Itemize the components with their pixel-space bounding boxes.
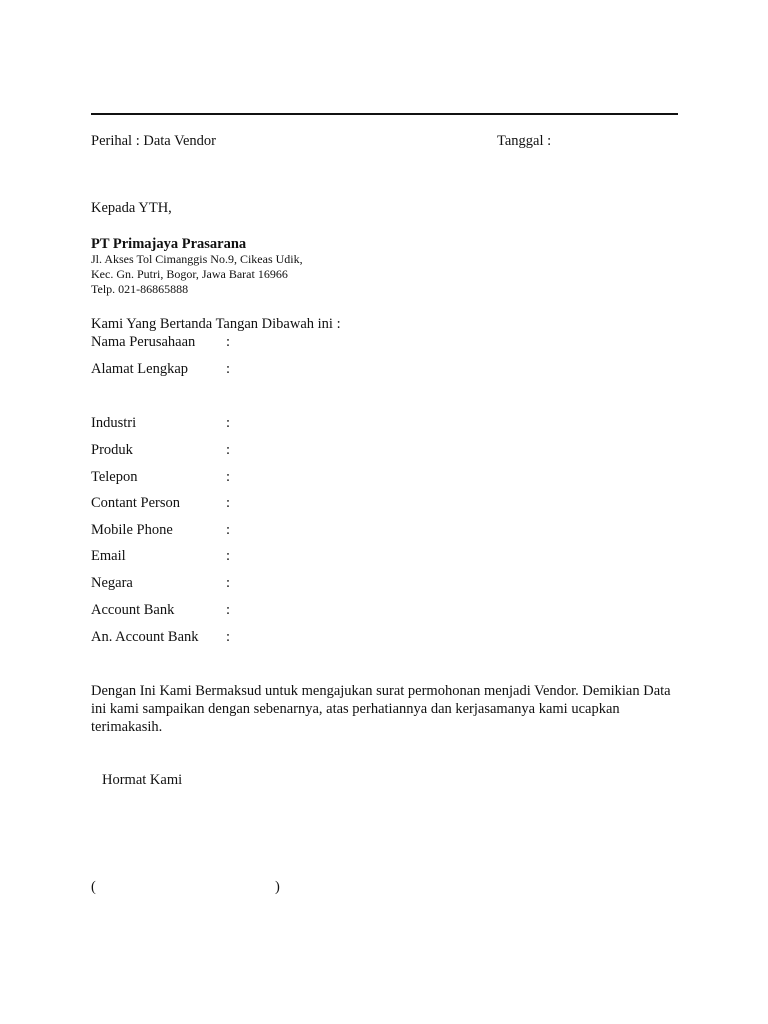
field-colon: : xyxy=(226,415,231,431)
top-divider xyxy=(91,113,678,115)
field-label-contact-person: Contant Person xyxy=(91,495,181,511)
field-label-produk: Produk xyxy=(91,442,133,458)
field-label-telepon: Telepon xyxy=(91,469,138,485)
field-colon: : xyxy=(226,602,231,618)
recipient-phone: Telp. 021-86865888 xyxy=(91,282,189,296)
date-label: Tanggal : xyxy=(497,133,552,149)
field-label-email: Email xyxy=(91,548,126,564)
field-label-industri: Industri xyxy=(91,415,137,431)
field-label-alamat-lengkap: Alamat Lengkap xyxy=(91,361,189,377)
field-label-negara: Negara xyxy=(91,575,133,591)
recipient-address-line1: Jl. Akses Tol Cimanggis No.9, Cikeas Udik, xyxy=(91,252,303,266)
closing-paragraph: Dengan Ini Kami Bermaksud untuk mengajukan surat permohonan menjadi Vendor. Demikian Data ini kami sampaikan dengan sebenarnya, atas perhatiannya dan kerjasamanya kami ucapkan terimakasih. xyxy=(91,683,671,735)
intro-statement: Kami Yang Bertanda Tangan Dibawah ini : xyxy=(91,316,341,332)
signature-close-paren: ) xyxy=(275,879,280,895)
signature-open-paren: ( xyxy=(91,879,96,895)
field-colon: : xyxy=(226,522,231,538)
field-colon: : xyxy=(226,629,231,645)
signature-salutation: Hormat Kami xyxy=(102,772,183,788)
field-colon: : xyxy=(226,575,231,591)
field-label-an-account-bank: An. Account Bank xyxy=(91,629,199,645)
field-colon: : xyxy=(226,361,231,377)
field-colon: : xyxy=(226,469,231,485)
field-label-mobile-phone: Mobile Phone xyxy=(91,522,173,538)
field-colon: : xyxy=(226,548,231,564)
field-label-nama-perusahaan: Nama Perusahaan xyxy=(91,334,196,350)
field-colon: : xyxy=(226,495,231,511)
recipient-address-line2: Kec. Gn. Putri, Bogor, Jawa Barat 16966 xyxy=(91,267,288,281)
field-colon: : xyxy=(226,442,231,458)
recipient-company: PT Primajaya Prasarana xyxy=(91,236,247,252)
subject-line: Perihal : Data Vendor xyxy=(91,133,216,149)
field-label-account-bank: Account Bank xyxy=(91,602,175,618)
greeting: Kepada YTH, xyxy=(91,200,172,216)
field-colon: : xyxy=(226,334,231,350)
